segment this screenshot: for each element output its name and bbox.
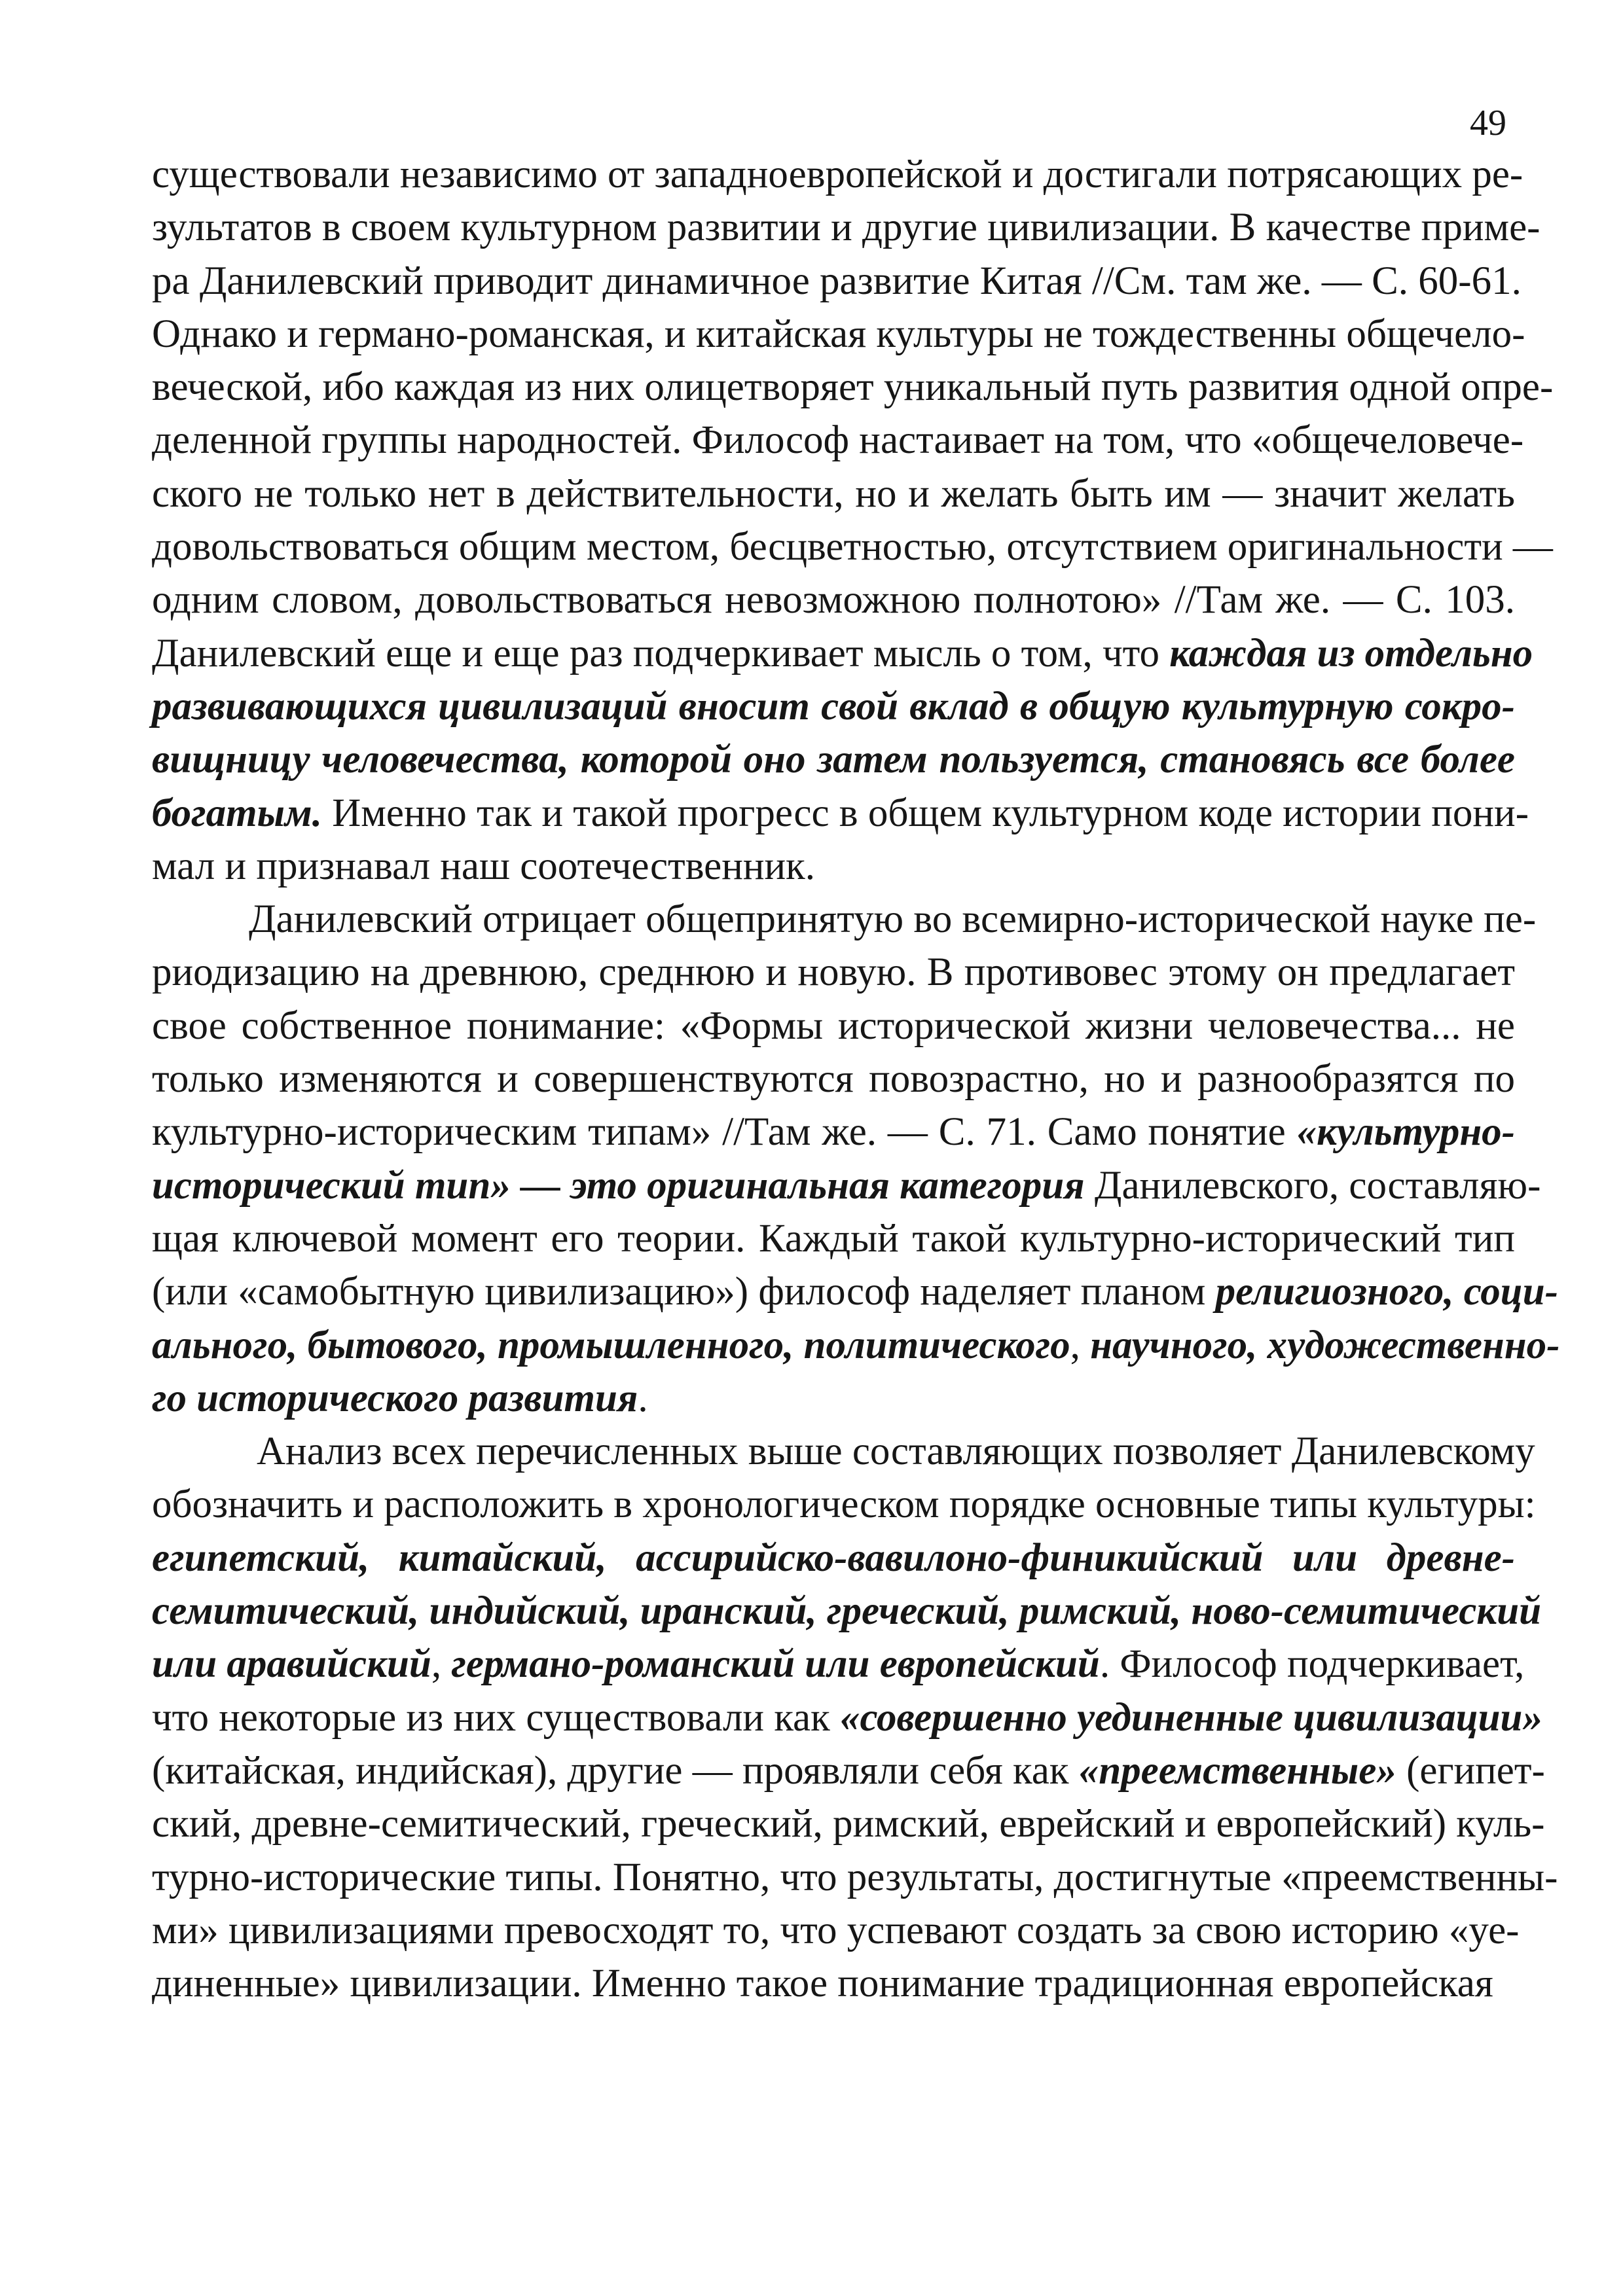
text-segment: веческой, ибо каждая из них олицетворяет уникальный путь развития одной опре- [152,365,1554,410]
emphasis-text: го исторического развития [152,1376,638,1420]
text-line [152,1425,1535,1478]
text-line [152,1212,1515,1265]
text-segment: довольствоваться общим местом, бесцветностью, отсутствием оригинальности — [152,525,1553,569]
text-segment: ми» цивилизациями превосходят то, что успевают создать за свою историю «уе- [152,1908,1520,1952]
text-segment: (китайская, индийская), другие — проявляли себя как [152,1748,1079,1793]
paragraph-2 [152,893,1560,1425]
emphasis-text: ального, бытового, промышленного, политического [152,1323,1070,1367]
text-segment: зультатов в своем культурном развитии и другие цивилизации. В качестве приме- [152,206,1541,250]
text-segment: культурно-историческим типам» //Там же. — С. 71. Само понятие [152,1110,1297,1155]
text-segment: диненные» цивилизации. Именно такое понимание традиционная европейская [152,1962,1493,2006]
text-segment: риодизацию на древнюю, среднюю и новую. В противовес этому он предлагает [152,950,1515,995]
text-line [152,1159,1541,1212]
text-line [152,1904,1520,1957]
emphasis-text: или аравийский [152,1642,431,1687]
text-segment: щая ключевой момент его теории. Каждый такой культурно-исторический тип [152,1216,1515,1261]
paragraph-1 [152,148,1554,893]
text-line [152,680,1515,733]
main-text [152,148,1560,2010]
text-line [152,893,1537,946]
text-segment: что некоторые из них существовали как [152,1695,840,1740]
emphasis-text: «преемственные» [1078,1748,1396,1793]
text-line [152,1744,1545,1797]
emphasis-text: исторический тип» — это оригинальная категория [152,1163,1085,1208]
text-segment: свое собственное понимание: «Формы исторической жизни человечества... не [152,1003,1515,1048]
text-line [152,255,1522,308]
text-line [152,627,1533,680]
text-segment: , [1070,1323,1091,1367]
text-segment: мал и признавал наш соотечественник. [152,844,816,888]
emphasis-text: вищницу человечества, которой оно затем пользуется, становясь все более [152,738,1515,782]
text-line [152,1585,1542,1638]
text-segment: Именно так и такой прогресс в общем культурном коде истории пони- [321,791,1529,835]
text-segment: (египет- [1396,1748,1545,1793]
text-segment: турно-исторические типы. Понятно, что результаты, достигнутые «преемственны- [152,1855,1558,1899]
text-segment: Однако и германо-романская, и китайская культуры не тождественны общечело- [152,312,1525,356]
text-line [152,1957,1515,2010]
text-segment: обозначить и расположить в хронологическом порядке основные типы культуры: [152,1482,1536,1527]
emphasis-text: научного, художественно- [1090,1323,1560,1367]
emphasis-text: «культурно- [1296,1110,1515,1155]
text-line [152,1265,1558,1318]
text-segment: ский, древне-семитический, греческий, римский, еврейский и европейский) куль- [152,1802,1545,1846]
text-line [152,946,1515,999]
text-segment: ра Данилевский приводит динамичное развитие Китая //См. там же. — С. 60-61. [152,259,1522,303]
text-segment: ского не только нет в действительности, но и желать быть им — значит желать [152,471,1515,516]
text-line [152,467,1515,520]
text-line [152,201,1541,254]
text-line [152,840,1515,893]
text-segment: Анализ всех перечисленных выше составляющих позволяет Данилевскому [257,1429,1535,1474]
text-line [152,361,1554,414]
emphasis-text: развивающихся цивилизаций вносит свой вклад в общую культурную сокро- [152,684,1515,728]
text-line [152,520,1553,573]
text-line [152,414,1524,467]
text-segment: только изменяются и совершенствуются повозрастно, но и разнообразятся по [152,1057,1515,1102]
text-line [152,733,1515,786]
page-number: 49 [1470,103,1506,143]
text-line [152,573,1515,626]
text-line [152,999,1515,1052]
text-segment: Данилевского, составляю- [1084,1163,1541,1208]
text-line [152,1797,1545,1850]
text-line [152,1052,1515,1105]
text-line [152,787,1529,840]
text-line [152,148,1523,201]
text-line [152,1319,1560,1372]
emphasis-text: «совершенно уединенные цивилизации» [840,1695,1542,1740]
emphasis-text: богатым. [152,791,322,835]
text-segment: Данилевский отрицает общепринятую во всемирно-исторической науке пе- [249,897,1537,942]
text-segment: . [638,1376,648,1420]
text-segment: существовали независимо от западноевропейской и достигали потрясающих ре- [152,152,1523,196]
emphasis-text: каждая из отдельно [1169,631,1533,675]
text-line [152,308,1525,361]
paragraph-3 [152,1425,1558,2010]
text-line [152,1691,1542,1744]
emphasis-text: семитический, индийский, иранский, греческий, римский, ново-семитический [152,1589,1542,1634]
text-line [152,1638,1525,1691]
text-segment: Данилевский еще и еще раз подчеркивает мысль о том, что [152,631,1170,675]
text-segment: деленной группы народностей. Философ настаивает на том, что «общечеловече- [152,418,1524,463]
text-line [152,1478,1536,1531]
emphasis-text: религиозного, соци- [1215,1270,1558,1314]
text-line [152,1105,1515,1158]
text-line [152,1372,1515,1425]
text-segment: , [431,1642,452,1687]
text-line [152,1851,1558,1904]
emphasis-text: египетский, китайский, ассирийско-вавилоно-финикийский или древне- [152,1535,1515,1580]
text-segment: одним словом, довольствоваться невозможною полнотою» //Там же. — С. 103. [152,578,1515,622]
text-segment: (или «самобытную цивилизацию») философ наделяет планом [152,1270,1216,1314]
emphasis-text: германо-романский или европейский [451,1642,1100,1687]
text-line [152,1532,1515,1585]
text-segment: . Философ подчеркивает, [1099,1642,1525,1687]
